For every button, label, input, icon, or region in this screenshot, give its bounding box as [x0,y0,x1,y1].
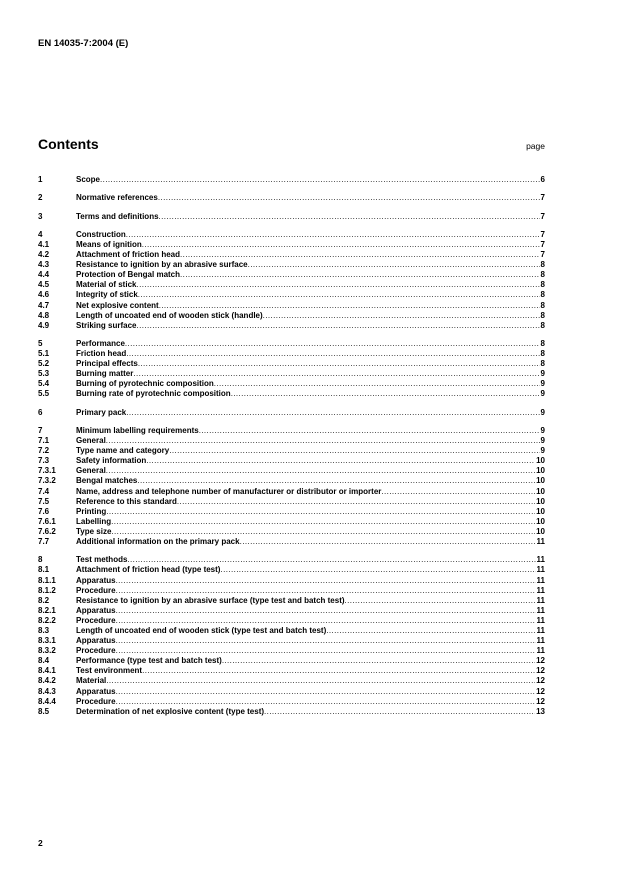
toc-entry-number: 8.4.2 [38,676,56,686]
dot-leader [106,507,535,517]
toc-entry-number: 7.3.1 [38,466,56,476]
toc-entry-title: Burning matter [76,369,134,379]
toc-entry-page: 10 [536,466,545,476]
toc-entry-number: 5.3 [38,369,50,379]
toc-entry[interactable] [38,436,545,446]
toc-entry[interactable] [38,537,545,547]
toc-entry-page: 12 [536,656,545,666]
toc-entry[interactable] [38,369,545,379]
toc-entry[interactable] [38,230,545,240]
toc-entry[interactable] [38,290,545,300]
dot-leader [106,436,540,446]
toc-entry[interactable] [38,270,545,280]
dot-leader [158,193,540,203]
toc-entry-page: 9 [540,436,545,446]
dot-leader [125,339,540,349]
dot-leader [138,290,540,300]
toc-entry-page: 11 [536,625,545,635]
toc-entry-page: 10 [536,526,545,536]
toc-entry-number: 6 [38,407,43,417]
toc-entry-number: 4.8 [38,310,50,320]
toc-entry-page: 13 [536,706,545,716]
toc-entry-number: 3 [38,211,43,221]
toc-entry-number: 4.7 [38,300,50,310]
toc-entry[interactable] [38,527,545,537]
toc-entry-number: 7.4 [38,486,50,496]
toc-entry-title: Procedure [76,585,116,595]
toc-entry-title: Minimum labelling requirements [76,426,199,435]
dot-leader [199,426,540,436]
toc-entry[interactable] [38,687,545,697]
toc-entry-title: Apparatus [76,636,116,646]
toc-entry-title: Bengal matches [76,476,138,486]
toc-entry-page: 8 [540,320,545,330]
toc-entry[interactable] [38,697,545,707]
dot-leader [137,476,535,486]
toc-entry-title: Type size [76,526,112,536]
dot-leader [106,676,535,686]
toc-entry[interactable] [38,250,545,260]
dot-leader [222,656,535,666]
toc-entry[interactable] [38,576,545,586]
toc-entry-title: Resistance to ignition by an abrasive surface (type test and batch test) [76,595,345,605]
toc-entry-page: 11 [536,605,545,615]
toc-entry[interactable] [38,212,545,222]
toc-entry-page: 11 [536,565,545,575]
toc-entry-number: 4.9 [38,320,50,330]
toc-entry-page: 8 [540,349,545,359]
toc-entry-number: 4.4 [38,270,50,280]
toc-entry-title: Attachment of friction head (type test) [76,565,221,575]
toc-entry-title: Procedure [76,646,116,656]
toc-entry-page: 8 [540,310,545,320]
toc-entry-page: 10 [536,516,545,526]
toc-entry[interactable] [38,707,545,717]
toc-entry-number: 8.2 [38,595,50,605]
dot-leader [381,487,535,497]
toc-entry-number: 7.3 [38,456,50,466]
toc-entry-title: Length of uncoated end of wooden stick (type test and batch test) [76,625,327,635]
dot-leader [126,408,539,418]
dot-leader [159,301,540,311]
toc-entry[interactable] [38,408,545,418]
toc-entry-title: Attachment of friction head [76,250,181,260]
toc-entry-page: 12 [536,696,545,706]
toc-entry-page: 11 [536,537,545,547]
toc-entry-title: General [76,436,106,446]
toc-entry-number: 5.1 [38,349,50,359]
toc-entry[interactable] [38,466,545,476]
dot-leader [116,606,536,616]
toc-entry-page: 7 [540,250,545,260]
toc-entry-page: 9 [540,446,545,456]
dot-leader [263,311,540,321]
toc-entry-page: 10 [536,506,545,516]
toc-entry-page: 11 [536,575,545,585]
dot-leader [111,517,535,527]
toc-entry-number: 5.2 [38,359,50,369]
toc-entry-number: 8.4.1 [38,666,56,676]
toc-entry-title: General [76,466,106,476]
toc-entry[interactable] [38,280,545,290]
toc-entry-page: 10 [536,486,545,496]
toc-entry[interactable] [38,517,545,527]
toc-entry-number: 8.1.1 [38,575,56,585]
toc-entry-number: 8 [38,555,43,565]
dot-leader [100,175,540,185]
toc-entry-title: Reference to this standard [76,496,177,506]
toc-entry-title: Means of ignition [76,239,142,249]
toc-entry[interactable] [38,301,545,311]
dot-leader [116,586,536,596]
dot-leader [214,379,540,389]
toc-entry-page: 9 [540,426,545,435]
toc-entry-page: 11 [536,585,545,595]
toc-entry-page: 10 [536,456,545,466]
dot-leader [142,240,540,250]
toc-entry-title: Apparatus [76,575,116,585]
toc-entry-page: 8 [540,300,545,310]
toc-entry[interactable] [38,586,545,596]
toc-entry[interactable] [38,379,545,389]
toc-entry-number: 8.4.4 [38,696,56,706]
toc-entry-number: 7.1 [38,436,50,446]
dot-leader [116,687,536,697]
toc-entry[interactable] [38,606,545,616]
toc-entry[interactable] [38,487,545,497]
toc-entry-title: Apparatus [76,686,116,696]
toc-entry[interactable] [38,497,545,507]
document-id-header: EN 14035-7:2004 (E) [38,38,129,49]
contents-heading: Contents [38,136,99,152]
toc-entry[interactable] [38,321,545,331]
toc-entry-page: 8 [540,290,545,300]
toc-entry-page: 8 [540,280,545,290]
toc-entry-title: Scope [76,175,101,184]
dot-leader [116,646,536,656]
toc-entry-number: 8.2.1 [38,605,56,615]
toc-entry-number: 1 [38,175,43,184]
toc-entry-number: 5.5 [38,389,50,399]
toc-entry-title: Construction [76,229,126,239]
toc-entry-number: 7.3.2 [38,476,56,486]
toc-entry-title: Performance (type test and batch test) [76,656,222,666]
toc-entry[interactable] [38,426,545,436]
page-number: 2 [38,838,43,848]
toc-entry-number: 4 [38,229,43,239]
toc-entry[interactable] [38,456,545,466]
toc-entry-page: 7 [540,211,545,221]
dot-leader [127,555,535,565]
toc-entry[interactable] [38,311,545,321]
toc-entry-number: 7.6 [38,506,50,516]
toc-entry[interactable] [38,656,545,666]
toc-entry-number: 8.3.2 [38,646,56,656]
toc-entry-number: 7.2 [38,446,50,456]
toc-entry[interactable] [38,260,545,270]
dot-leader [138,359,540,369]
toc-entry-page: 7 [540,229,545,239]
toc-entry-page: 8 [540,260,545,270]
toc-entry-page: 8 [540,338,545,348]
toc-entry-page: 10 [536,496,545,506]
toc-entry[interactable] [38,359,545,369]
toc-entry-number: 4.5 [38,280,50,290]
toc-entry-page: 12 [536,686,545,696]
toc-entry[interactable] [38,646,545,656]
toc-entry-title: Procedure [76,615,116,625]
toc-entry-number: 8.1 [38,565,50,575]
toc-entry-page: 9 [540,407,545,417]
toc-entry-title: Protection of Bengal match [76,270,181,280]
dot-leader [142,666,535,676]
toc-entry[interactable] [38,676,545,686]
dot-leader [111,527,535,537]
toc-entry-title: Principal effects [76,359,138,369]
dot-leader [116,697,536,707]
dot-leader [126,349,539,359]
toc-entry-title: Determination of net explosive content (type test) [76,706,265,716]
toc-entry-title: Material [76,676,107,686]
dot-leader [136,321,539,331]
toc-entry-page: 12 [536,676,545,686]
toc-entry[interactable] [38,596,545,606]
dot-leader [248,260,540,270]
toc-entry-number: 8.2.2 [38,615,56,625]
toc-entry-page: 7 [540,193,545,203]
toc-entry-number: 7.6.1 [38,516,56,526]
toc-entry-number: 8.4.3 [38,686,56,696]
dot-leader [264,707,535,717]
toc-entry-title: Test environment [76,666,143,676]
toc-entry[interactable] [38,240,545,250]
toc-entry-title: Terms and definitions [76,211,159,221]
toc-entry-title: Performance [76,338,125,348]
toc-entry-page: 10 [536,476,545,486]
dot-leader [136,280,539,290]
dot-leader [159,212,540,222]
toc-entry-title: Length of uncoated end of wooden stick (handle) [76,310,263,320]
toc-entry-number: 4.2 [38,250,50,260]
dot-leader [345,596,536,606]
toc-entry-number: 8.5 [38,706,50,716]
toc-entry[interactable] [38,175,545,185]
toc-entry-number: 4.6 [38,290,50,300]
toc-entry-title: Procedure [76,696,116,706]
dot-leader [133,369,539,379]
toc-entry-title: Primary pack [76,407,127,417]
toc-entry[interactable] [38,507,545,517]
toc-entry-page: 9 [540,369,545,379]
toc-entry-title: Net explosive content [76,300,159,310]
toc-entry[interactable] [38,446,545,456]
toc-entry[interactable] [38,636,545,646]
toc-entry-number: 7 [38,426,43,435]
page-column-label: page [526,141,545,151]
toc-entry-title: Apparatus [76,605,116,615]
toc-entry-number: 2 [38,193,43,203]
toc-entry-title: Test methods [76,555,128,565]
toc-entry[interactable] [38,565,545,575]
toc-entry-page: 6 [540,175,545,184]
toc-entry-page: 8 [540,359,545,369]
toc-entry-page: 11 [536,595,545,605]
toc-entry-title: Integrity of stick [76,290,138,300]
toc-entry-title: Type name and category [76,446,170,456]
toc-entry-number: 7.5 [38,496,50,506]
toc-entry[interactable] [38,626,545,636]
toc-entry-page: 11 [536,615,545,625]
toc-entry-title: Burning of pyrotechnic composition [76,379,214,389]
toc-entry-title: Name, address and telephone number of manufacturer or distributor or importer [76,486,382,496]
toc-entry-title: Additional information on the primary pack [76,537,240,547]
dot-leader [220,565,535,575]
toc-entry-number: 4.1 [38,239,50,249]
toc-entry-title: Safety information [76,456,147,466]
dot-leader [106,466,535,476]
toc-entry[interactable] [38,555,545,565]
toc-entry[interactable] [38,616,545,626]
dot-leader [326,626,535,636]
toc-entry-page: 12 [536,666,545,676]
toc-entry-page: 11 [536,646,545,656]
toc-entry-number: 8.3 [38,625,50,635]
toc-entry-title: Burning rate of pyrotechnic composition [76,389,231,399]
dot-leader [116,576,536,586]
toc-entry[interactable] [38,476,545,486]
toc-entry-number: 8.4 [38,656,50,666]
toc-entry[interactable] [38,193,545,203]
dot-leader [180,270,540,280]
dot-leader [180,250,540,260]
toc-entry-title: Printing [76,506,107,516]
dot-leader [231,389,540,399]
toc-entry[interactable] [38,349,545,359]
toc-entry-page: 11 [536,636,545,646]
toc-entry-number: 7.7 [38,537,50,547]
toc-entry-page: 8 [540,270,545,280]
toc-entry-title: Labelling [76,516,112,526]
toc-entry-page: 7 [540,239,545,249]
toc-entry-page: 11 [536,555,545,565]
toc-entry-number: 8.1.2 [38,585,56,595]
dot-leader [177,497,535,507]
dot-leader [146,456,535,466]
toc-entry-number: 8.3.1 [38,636,56,646]
dot-leader [169,446,539,456]
dot-leader [116,636,536,646]
table-of-contents [38,175,545,717]
toc-entry-number: 7.6.2 [38,526,56,536]
toc-entry-title: Resistance to ignition by an abrasive surface [76,260,248,270]
toc-entry-number: 5 [38,338,43,348]
toc-entry[interactable] [38,339,545,349]
toc-entry-number: 4.3 [38,260,50,270]
toc-entry[interactable] [38,666,545,676]
toc-entry-title: Normative references [76,193,158,203]
dot-leader [126,230,540,240]
dot-leader [116,616,536,626]
toc-entry-page: 9 [540,389,545,399]
toc-entry-title: Striking surface [76,320,137,330]
dot-leader [240,537,536,547]
toc-entry-title: Material of stick [76,280,137,290]
toc-entry-title: Friction head [76,349,127,359]
toc-entry[interactable] [38,389,545,399]
toc-entry-number: 5.4 [38,379,50,389]
toc-entry-page: 9 [540,379,545,389]
